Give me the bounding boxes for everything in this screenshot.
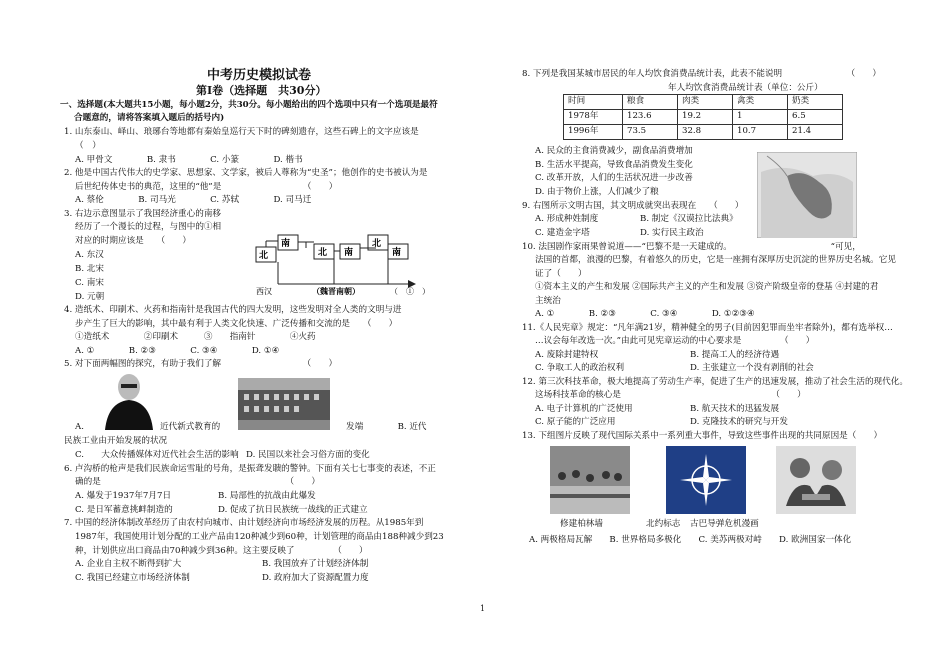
exam-title: 中考历史模拟试卷 bbox=[207, 68, 312, 83]
cuban-missile-crisis-cartoon bbox=[776, 446, 856, 514]
ancient-civilization-map bbox=[757, 152, 857, 238]
south-label-3: 南 bbox=[392, 248, 402, 258]
factory-photo bbox=[238, 378, 330, 430]
nato-logo bbox=[666, 446, 746, 514]
economic-center-diagram bbox=[248, 222, 434, 298]
north-label-1: 北 bbox=[259, 251, 269, 261]
page-number: 1 bbox=[480, 604, 486, 613]
table-header-row: 时间 粮食 肉类 禽类 奶类 bbox=[564, 95, 843, 110]
table-row: 1978年 123.6 19.2 1 6.5 bbox=[564, 110, 843, 125]
instructions-line-1: 一、选择题(本大题共15小题，每小题2分，共30分。每小题给出的四个选项中只有一个选项是最符 bbox=[60, 100, 438, 110]
berlin-wall-photo bbox=[550, 446, 630, 514]
caption-cuba: 古巴导弹危机漫画 bbox=[690, 519, 759, 529]
xihan-label: 西汉 bbox=[256, 287, 272, 296]
portrait-photo bbox=[100, 372, 158, 430]
north-label-2: 北 bbox=[318, 248, 328, 258]
south-label-2: 南 bbox=[344, 248, 354, 258]
circle-one-label: （ ① ） bbox=[390, 287, 430, 296]
table-row: 1996年 73.5 32.8 10.7 21.4 bbox=[564, 125, 843, 140]
caption-berlin-wall: 修建柏林墙 bbox=[560, 519, 603, 529]
section-title: 第Ⅰ卷（选择题 共30分） bbox=[196, 84, 327, 97]
weijin-label: （魏晋南朝） bbox=[312, 286, 360, 296]
north-label-3: 北 bbox=[372, 239, 382, 249]
caption-nato: 北约标志 bbox=[646, 519, 681, 529]
consumption-table bbox=[563, 94, 843, 140]
south-label-1: 南 bbox=[281, 239, 291, 249]
instructions-line-2: 合题意的，请将答案填入题后的括号内) bbox=[74, 113, 225, 123]
